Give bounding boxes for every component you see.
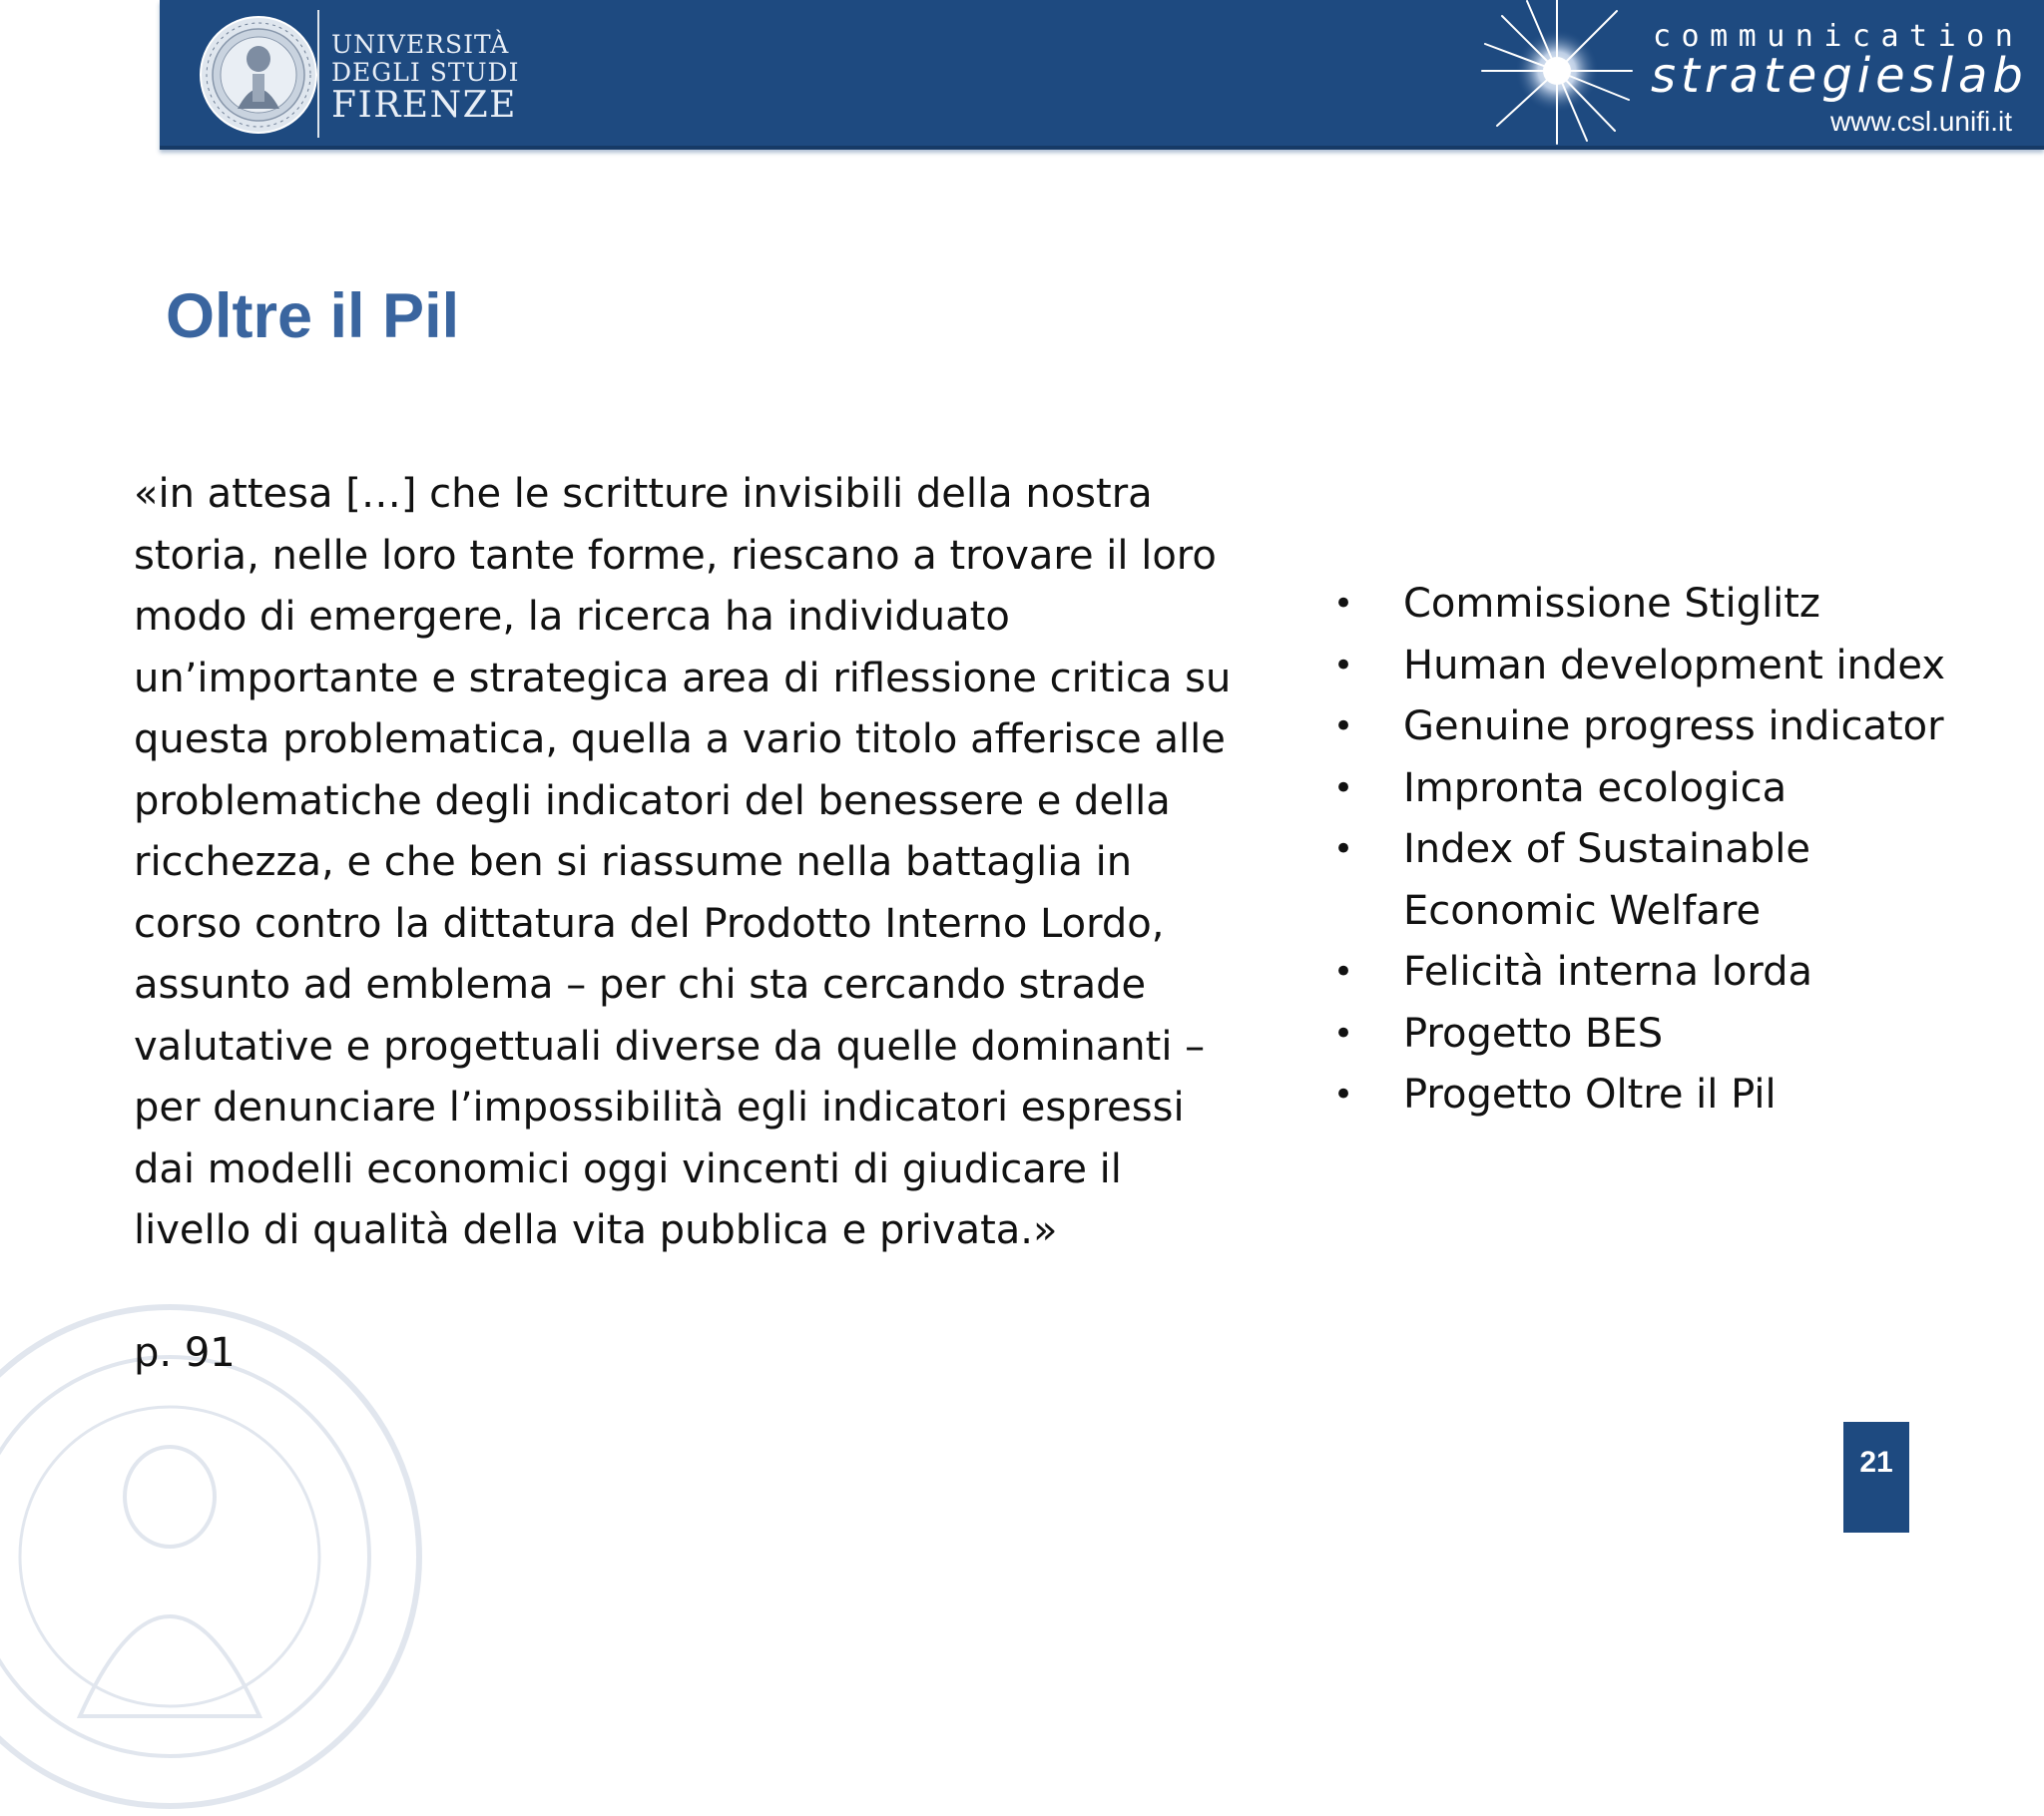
list-item-label: Progetto BES: [1403, 1010, 1664, 1057]
list-item: [1333, 574, 1982, 636]
list-item-label: Index of Sustainable Economic Welfare: [1403, 826, 1810, 934]
starburst-icon: [1477, 0, 1637, 146]
page-reference: p. 91: [134, 1330, 236, 1376]
header-rule: [160, 146, 2044, 150]
list-item: [1333, 942, 1982, 1004]
indicator-list: [1333, 574, 1982, 1127]
list-item: [1333, 1065, 1982, 1127]
university-line-2: DEGLI STUDI: [331, 58, 520, 87]
bullet-icon: •: [1333, 1013, 1354, 1054]
bullet-icon: •: [1333, 952, 1354, 992]
logo-divider: [317, 10, 319, 138]
bullet-icon: •: [1333, 1075, 1354, 1115]
bullet-icon: •: [1333, 645, 1354, 685]
list-item: [1333, 1004, 1982, 1066]
quote-text: «in attesa […] che le scritture invisibili della nostra storia, nelle loro tante forme, riescano a trovare il loro modo di emergere, la ricerca ha individuato un’importante e strategica area di riflessione critica su questa problematica, quella a vario titolo afferisce alle problematiche degli indicatori del benessere e della ricchezza, e che ben si riassume nella battaglia in corso contro la dittatura del Prodotto Interno Lordo, assunto ad emblema – per chi sta cercando strade valutative e progettuali diverse da quelle dominanti – per denunciare l’impossibilità egli indicatori espressi dai modelli economici oggi vincenti di giudicare il livello di qualità della vita pubblica e privata.»: [134, 471, 1232, 1253]
lab-name-line-2: strategieslab: [1651, 48, 2028, 104]
list-item: [1333, 636, 1982, 697]
bullet-icon: •: [1333, 829, 1354, 869]
university-line-1: UNIVERSITÀ: [331, 30, 510, 59]
list-item-label: Progetto Oltre il Pil: [1403, 1072, 1777, 1118]
lab-url: www.csl.unifi.it: [1829, 106, 2012, 137]
list-item-label: Impronta ecologica: [1403, 764, 1788, 811]
list-item-label: Commissione Stiglitz: [1403, 581, 1820, 627]
bullet-icon: •: [1333, 584, 1354, 624]
list-item-label: Human development index: [1403, 642, 1945, 688]
slide-title: Oltre il Pil: [166, 281, 460, 351]
list-item: [1333, 696, 1982, 758]
list-item: [1333, 758, 1982, 820]
list-item-label: Genuine progress indicator: [1403, 703, 1944, 749]
page-number: 21: [1843, 1422, 1909, 1533]
list-item: [1333, 819, 1982, 942]
bullet-icon: •: [1333, 706, 1354, 746]
list-item-label: Felicità interna lorda: [1403, 949, 1812, 995]
university-name: [331, 32, 519, 124]
university-seal-icon: [198, 14, 319, 136]
bullet-icon: •: [1333, 767, 1354, 808]
lab-name-line-1: communication: [1653, 19, 2024, 54]
university-line-3: FIRENZE: [331, 85, 517, 126]
